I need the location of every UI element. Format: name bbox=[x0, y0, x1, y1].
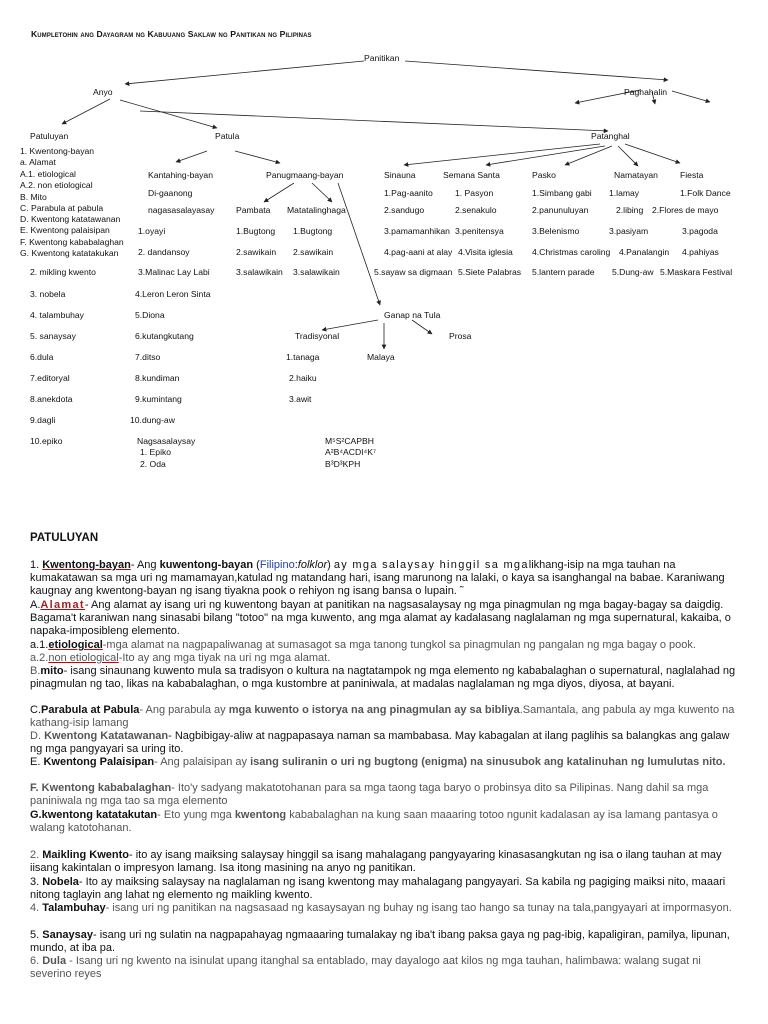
arrow-patanghal-sinauna bbox=[404, 144, 600, 165]
paragraph-non-etiological: a.2.non etiological-Ito ay ang mga tiyak na uri ng mga alamat. bbox=[30, 652, 331, 664]
list-item: 5.Siete Palabras bbox=[458, 267, 522, 277]
list-item: 3.salawikain bbox=[293, 267, 340, 277]
list-item: 2.senakulo bbox=[455, 205, 497, 215]
paragraph-katatawanan: D. Kwentong Katatawanan- Nagbibigay-aliw at nagpapasaya naman sa mambabasa. May kabagalan at ilang paglihis sa balangkas ang galaw ng mga pangyayari sa uring ito. bbox=[30, 730, 730, 755]
list-item: 3.pasiyam bbox=[609, 226, 649, 236]
term: Parabula at Pabula bbox=[41, 704, 140, 716]
term: Kwentong Palaisipan bbox=[43, 756, 155, 768]
node-malaya: Malaya bbox=[367, 352, 395, 362]
list-item: 2.sawikain bbox=[236, 247, 277, 257]
term: Sanaysay bbox=[42, 929, 93, 941]
list-item: 4.Christmas caroling bbox=[532, 247, 611, 257]
list-item: 5.lantern parade bbox=[532, 267, 595, 277]
list-item: 4.pag-aani at alay bbox=[384, 247, 453, 257]
arrow-patula-panugmaang bbox=[235, 151, 280, 163]
node-panitikan: Panitikan bbox=[364, 53, 400, 63]
list-item: E. Kwentong palaisipan bbox=[20, 225, 110, 235]
paragraph-talambuhay: 4. Talambuhay- isang uri ng panitikan na nagsasaad ng kasaysayan ng buhay ng isang tao hango sa tunay na tala,pangyayari at impormasyon. bbox=[30, 902, 732, 914]
list-item: 2.Flores de mayo bbox=[652, 205, 719, 215]
paragraph-etiological: a.1.etiological-mga alamat na nagpapaliwanag at sumasagot sa mga tanong tungkol sa pinagmulan ng pangalan ng mga bagay o pook. bbox=[30, 639, 696, 651]
arrow-paghahalin-right bbox=[672, 91, 710, 102]
list-item: 3. nobela bbox=[30, 289, 66, 299]
list-item: 2. Oda bbox=[140, 459, 166, 469]
term: mito bbox=[40, 665, 64, 677]
list-item: C. Parabula at pabula bbox=[20, 203, 104, 213]
node-pasko: Pasko bbox=[532, 170, 556, 180]
arrow-ganap-tradisyonal bbox=[322, 320, 378, 330]
node-patuluyan: Patuluyan bbox=[30, 131, 69, 141]
node-sinauna: Sinauna bbox=[384, 170, 416, 180]
list-item: 7.ditso bbox=[135, 352, 161, 362]
list-item: 10.epiko bbox=[30, 436, 63, 446]
list-item: 3.salawikain bbox=[236, 267, 283, 277]
list-item: 8.anekdota bbox=[30, 394, 73, 404]
code-line: A²B⁴ACDI⁴K⁷ bbox=[325, 447, 377, 457]
node-kantahing-bayan: Kantahing-bayan bbox=[148, 170, 213, 180]
term: Dula bbox=[42, 955, 67, 967]
term: kwentong katatakutan bbox=[41, 809, 158, 821]
node-nagsasalaysay-2: Nagsasalaysay bbox=[137, 436, 196, 446]
list-item: 2. dandansoy bbox=[138, 247, 190, 257]
list-item: A.2. non etiological bbox=[20, 180, 93, 190]
list-item: 10.dung-aw bbox=[130, 415, 175, 425]
list-item: 4.Panalangin bbox=[619, 247, 670, 257]
list-item: 1.Folk Dance bbox=[680, 188, 731, 198]
term: Nobela bbox=[42, 876, 79, 888]
list-item: 2.panunuluyan bbox=[532, 205, 589, 215]
list-item: 4.pahiyas bbox=[682, 247, 719, 257]
term: Maikling Kwento bbox=[42, 849, 130, 861]
list-item: 3.awit bbox=[289, 394, 312, 404]
node-namatayan: Namatayan bbox=[614, 170, 658, 180]
list-item: 5.Maskara Festival bbox=[660, 267, 733, 277]
list-item: 5.Diona bbox=[135, 310, 165, 320]
arrow-panugmaang-ganap bbox=[338, 183, 380, 305]
arrow-patanghal-fiesta bbox=[625, 144, 680, 163]
node-tradisyonal: Tradisyonal bbox=[295, 331, 340, 341]
list-item: 4.Visita iglesia bbox=[458, 247, 513, 257]
node-patula: Patula bbox=[215, 131, 240, 141]
list-item: 5.Dung-aw bbox=[612, 267, 654, 277]
paragraph-maikling-kwento: 2. Maikling Kwento- ito ay isang maiksing salaysay hinggil sa isang mahalagang pangyayaring kinasasangkutan ng isa o ilang tauhan at may iisang kakintalan o impresyon lamang. Isa itong masining na anyo ng panitikan. bbox=[30, 849, 722, 874]
list-item: 8.kundiman bbox=[135, 373, 180, 383]
list-item: 3.Malinac Lay Labi bbox=[138, 267, 210, 277]
arrow-panitikan-anyo bbox=[125, 61, 364, 84]
node-di-gaanong: Di-gaanong bbox=[148, 188, 193, 198]
list-item: 5. sanaysay bbox=[30, 331, 76, 341]
list-item: 4.Leron Leron Sinta bbox=[135, 289, 211, 299]
node-panugmaang-bayan: Panugmaang-bayan bbox=[266, 170, 344, 180]
list-item: 1.Simbang gabi bbox=[532, 188, 592, 198]
term: Kwentong Katatawanan bbox=[44, 730, 169, 742]
list-item: G. Kwentong katatakukan bbox=[20, 248, 119, 258]
section-heading: PATULUYAN bbox=[30, 532, 99, 544]
arrow-ganap-prosa bbox=[412, 320, 432, 334]
paragraph-dula: 6. Dula - Isang uri ng kwento na isinulat upang itanghal sa entablado, may dayalogo aat kilos ng mga tauhan, halimbawa: walang sugat ni severino reyes bbox=[30, 955, 701, 980]
list-item: 2.libing bbox=[616, 205, 644, 215]
paragraph-sanaysay: 5. Sanaysay- isang uri ng sulatin na nagpapahayag ngmaaaring tumalakay ng iba't ibang paksa gaya ng pag-ibig, kapaligiran, pamilya, lipunan, mundo, at iba pa. bbox=[30, 929, 730, 954]
list-item: F. Kwentong kababalaghan bbox=[20, 237, 124, 247]
list-item: B. Mito bbox=[20, 192, 47, 202]
paragraph-alamat: A.Alamat- Ang alamat ay isang uri ng kuwentong bayan at panitikan na nagsasalaysay ng mga pinagmulan ng mga bagay-bagay sa daigdig. Bagama't karaniwan nang sinasabi bilang "totoo" na mga kuwento, ang mga alamat ay kadalasang naglalaman ng mga supernatural, kakaiba, o napaka-imposibleng elemento. bbox=[30, 599, 731, 637]
list-item: 9.kumintang bbox=[135, 394, 182, 404]
arrow-anyo-patula bbox=[120, 100, 217, 128]
paragraph-mito: B.mito- isang sinaunang kuwento mula sa tradisyon o kultura na nagtatampok ng mga elemento ng kababalaghan o supernatural, naglalahad ng pinagmulan ng tao, likas na kababalaghan, o mga kustombre at paniniwala, at madalas naglalaman ng mga diyos, diyosa, at bayani. bbox=[30, 665, 736, 690]
list-item: 3.pamamanhikan bbox=[384, 226, 450, 236]
list-item: 9.dagli bbox=[30, 415, 56, 425]
node-nagsasalaysay: nagasasalayasay bbox=[148, 205, 215, 215]
worksheet-title: Kumpletohin ang Dayagram ng Kabuuang Saklaw ng Panitikan ng Pilipinas bbox=[31, 29, 312, 39]
arrow-panitikan-paghahalin bbox=[405, 61, 668, 80]
list-item: 2.haiku bbox=[289, 373, 317, 383]
node-paghahalin: Paghahalin bbox=[624, 87, 668, 97]
term: Talambuhay bbox=[42, 902, 106, 914]
list-item: 1.Bugtong bbox=[236, 226, 276, 236]
node-matatalinghaga: Matatalinghaga bbox=[287, 205, 346, 215]
term: etiological bbox=[48, 639, 103, 651]
list-item: A.1. etiological bbox=[20, 169, 76, 179]
term: Kwentong kababalaghan bbox=[41, 782, 172, 794]
list-item: 1.oyayi bbox=[138, 226, 166, 236]
paragraph-palaisipan: E. Kwentong Palaisipan- Ang palaisipan ay isang suliranin o uri ng bugtong (enigma) na sinusubok ang katalinuhan ng lumulutas nito. bbox=[30, 756, 726, 768]
list-item: 1.Pag-aanito bbox=[384, 188, 433, 198]
code-line: M⁵S²CAPBH bbox=[325, 436, 374, 446]
list-item: 6.dula bbox=[30, 352, 54, 362]
paragraph-kababalaghan: F. Kwentong kababalaghan- Ito'y sadyang makatotohanan para sa mga taong taga baryo o probinsya dito sa Pilipinas. Nang dahil sa mga paniniwala ng mga tao sa mga elemento bbox=[30, 782, 709, 807]
node-pambata: Pambata bbox=[236, 205, 271, 215]
paragraph-nobela: 3. Nobela- Ito ay maiksing salaysay na naglalaman ng isang kwentong may mahalagang pangyayari. Sa kabila ng pagiging maiksi nito, maaari nitong taglayin ang lahat ng elemento ng maikling kwento. bbox=[30, 876, 726, 901]
arrow-patanghal-namatayan bbox=[618, 146, 638, 166]
term: non etiological bbox=[48, 652, 119, 664]
list-item: 5.sayaw sa digmaan bbox=[374, 267, 453, 277]
arrow-panugmaang-matatalinghaga bbox=[312, 183, 332, 202]
term: Kwentong-bayan bbox=[42, 559, 131, 571]
list-item: 1.lamay bbox=[609, 188, 640, 198]
node-ganap-na-tula: Ganap na Tula bbox=[384, 310, 441, 320]
list-item: 1.Bugtong bbox=[293, 226, 333, 236]
list-item: 2.sandugo bbox=[384, 205, 425, 215]
list-item: 4. talambuhay bbox=[30, 310, 84, 320]
paragraph-parabula: C.Parabula at Pabula- Ang parabula ay mga kuwento o istorya na ang pinagmulan ay sa bibliya.Samantala, ang pabula ay mga kuwento na kathang-isip lamang bbox=[30, 704, 735, 729]
arrow-patula-kantahing bbox=[176, 151, 207, 162]
paragraph-kwentong-bayan: 1. Kwentong-bayan- Ang kuwentong-bayan (Filipino:folklor) ay mga salaysay hinggil sa mgalikhang-isip na mga tauhan na kumakatawan sa mga uri ng mamamayan,katulad ng matandang hari, isang marunong na lalaki, o kaya sa isanghangal na babae. Karaniwang kaugnay ang kwentong-bayan ng isang tiyakna pook o rehiyon ng isang bansa o lupain. ῀ bbox=[30, 559, 725, 597]
code-line: B³D³KPH bbox=[325, 459, 361, 469]
term: Alamat bbox=[40, 599, 85, 611]
arrow-anyo-patanghal bbox=[140, 111, 608, 131]
arrow-anyo-patuluyan bbox=[62, 99, 110, 124]
node-patanghal: Patanghal bbox=[591, 131, 630, 141]
list-item: 2.sawikain bbox=[293, 247, 334, 257]
node-semana-santa: Semana Santa bbox=[443, 170, 500, 180]
arrow-patanghal-pasko bbox=[565, 146, 612, 165]
node-prosa: Prosa bbox=[449, 331, 472, 341]
arrow-patanghal-semana bbox=[486, 146, 605, 165]
list-item: 1. Epiko bbox=[140, 447, 172, 457]
paragraph-katatakutan: G.kwentong katatakutan- Eto yung mga kwentong kababalaghan na kung saan maaaring totoo ngunit kadalasan ay isa lamang pantasya o walang katotohanan. bbox=[30, 809, 718, 834]
list-item: 3.Belenismo bbox=[532, 226, 580, 236]
list-item: 1.tanaga bbox=[286, 352, 320, 362]
arrow-panugmaang-pambata bbox=[264, 183, 294, 202]
node-fiesta: Fiesta bbox=[680, 170, 704, 180]
list-item: 7.editoryal bbox=[30, 373, 70, 383]
list-item: 2. mikling kwento bbox=[30, 267, 96, 277]
list-item: 1. Pasyon bbox=[455, 188, 494, 198]
node-anyo: Anyo bbox=[93, 87, 113, 97]
list-item: 3.penitensya bbox=[455, 226, 504, 236]
list-item: 6.kutangkutang bbox=[135, 331, 194, 341]
list-item: 1. Kwentong-bayan bbox=[20, 146, 95, 156]
list-item: D. Kwentong katatawanan bbox=[20, 214, 121, 224]
list-item: 3.pagoda bbox=[682, 226, 718, 236]
list-item: a. Alamat bbox=[20, 157, 56, 167]
